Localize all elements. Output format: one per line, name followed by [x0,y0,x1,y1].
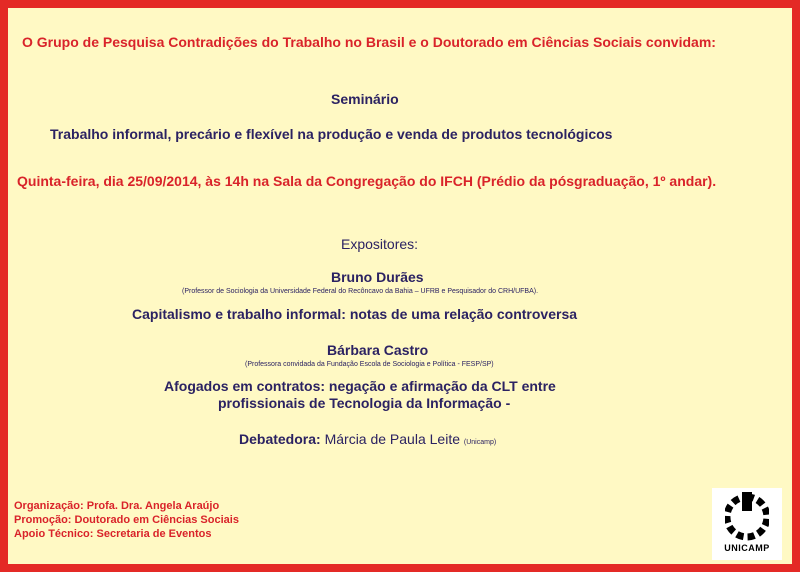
talk-title-line: Afogados em contratos: negação e afirmação da CLT entre [164,378,556,394]
invitation-line: O Grupo de Pesquisa Contradições do Trabalho no Brasil e o Doutorado em Ciências Sociais convidam: [22,34,716,50]
talk-title: Capitalismo e trabalho informal: notas de uma relação controversa [132,306,578,322]
debater-label: Debatedora: [239,431,321,447]
talk-title-line: profissionais de Tecnologia da Informação - [218,395,511,411]
debater-name: Márcia de Paula Leite [324,431,460,447]
unicamp-logo [712,488,782,560]
speaker-name: Bárbara Castro [327,342,429,358]
debater-line [239,431,496,447]
footer-promotion: Promoção: Doutorado em Ciências Sociais [14,514,239,526]
event-type: Seminário [331,91,399,107]
invitation-poster [8,8,792,564]
footer-organization: Organização: Profa. Dra. Angela Araújo [14,500,220,512]
logo-text: UNICAMP [724,543,770,553]
speaker-affiliation: (Professor de Sociologia da Universidade Federal do Recôncavo da Bahia – UFRB e Pesquisador do CRH/UFBA). [182,288,539,295]
speakers-heading: Expositores: [341,236,419,252]
debater-affiliation: (Unicamp) [463,439,497,446]
speaker-affiliation: (Professora convidada da Fundação Escola de Sociologia e Política - FESP/SP) [245,361,494,368]
footer-support: Apoio Técnico: Secretaria de Eventos [14,528,212,540]
unicamp-logo-icon [725,492,769,542]
speaker-name: Bruno Durães [331,269,424,285]
event-datetime: Quinta-feira, dia 25/09/2014, às 14h na Sala da Congregação do IFCH (Prédio da pósgraduação, 1º andar). [17,173,717,189]
event-title: Trabalho informal, precário e flexível na produção e venda de produtos tecnológicos [50,126,613,142]
